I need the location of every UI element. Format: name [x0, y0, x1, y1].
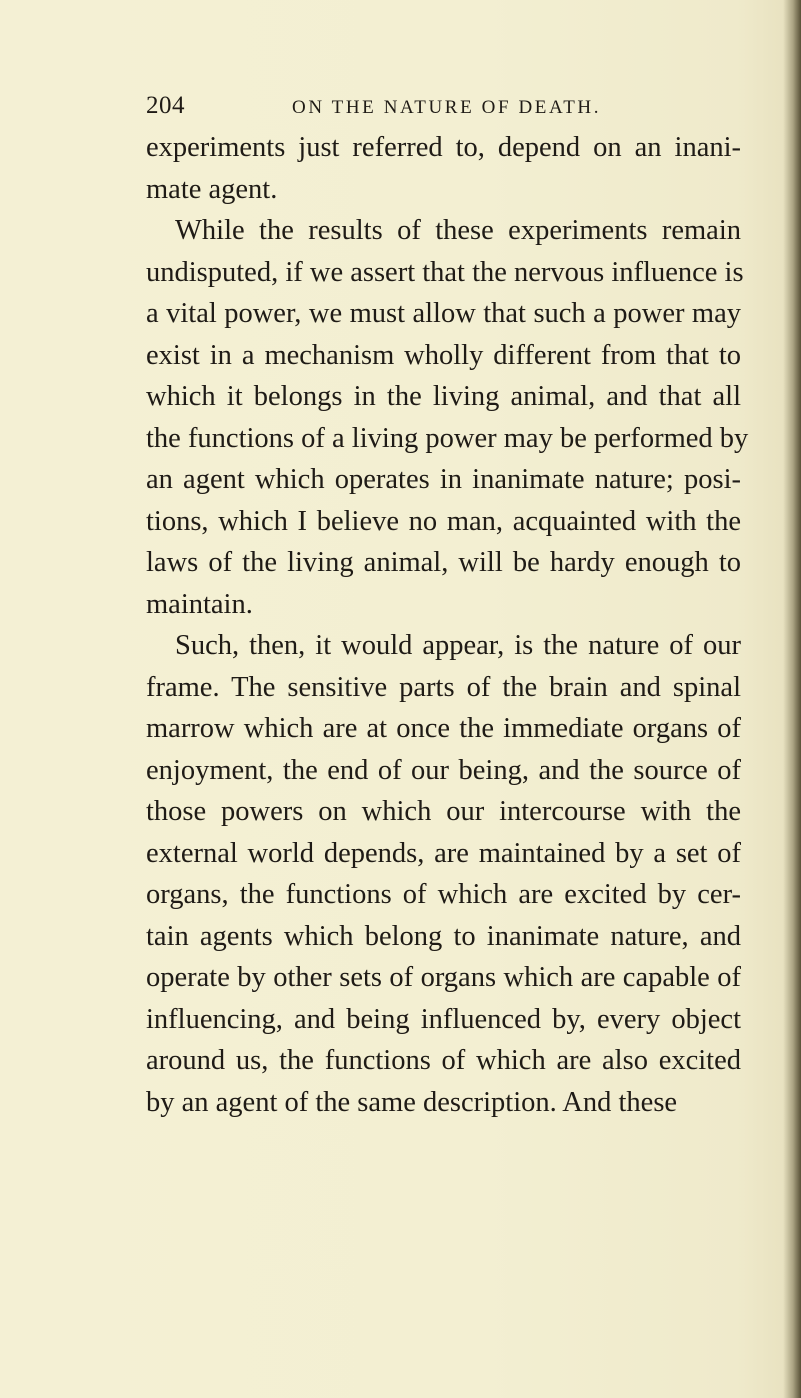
- text-line: external world depends, are maintained by a set of: [146, 837, 741, 869]
- text-line: Such, then, it would appear, is the nature of our: [175, 630, 741, 661]
- text-line: which it belongs in the living animal, and that all: [146, 381, 741, 412]
- text-line: by an agent of the same description. And these: [146, 1086, 678, 1118]
- text-line: a vital power, we must allow that such a power may: [146, 298, 741, 329]
- text-line: experiments just referred to, depend on an inani-: [146, 132, 741, 163]
- text-line: maintain.: [146, 588, 253, 620]
- text-line: tions, which I believe no man, acquainted with the: [146, 505, 741, 537]
- text-line: around us, the functions of which are also excited: [146, 1045, 741, 1076]
- text-line: marrow which are at once the immediate organs of: [146, 713, 741, 744]
- text-line: frame. The sensitive parts of the brain and spinal: [146, 671, 741, 703]
- page-header: [146, 88, 666, 128]
- page-number: 204: [146, 92, 185, 119]
- text-line: influencing, and being influenced by, every object: [146, 1003, 741, 1035]
- page-edge-shadow: [783, 0, 801, 1398]
- text-line: mate agent.: [146, 173, 278, 205]
- text-line: exist in a mechanism wholly different from that to: [146, 339, 741, 371]
- text-line: an agent which operates in inanimate nature; posi-: [146, 464, 741, 495]
- text-line: operate by other sets of organs which are capable of: [146, 962, 741, 993]
- text-line: laws of the living animal, will be hardy enough to: [146, 547, 741, 578]
- body-text: [146, 127, 749, 1123]
- text-line: enjoyment, the end of our being, and the source of: [146, 754, 741, 786]
- text-line: While the results of these experiments remain: [175, 215, 741, 246]
- text-line: the functions of a living power may be performed by: [146, 422, 749, 454]
- text-line: undisputed, if we assert that the nervous influence is: [146, 256, 744, 288]
- text-line: organs, the functions of which are excited by cer-: [146, 879, 741, 910]
- text-line: those powers on which our intercourse with the: [146, 796, 741, 827]
- running-title: ON THE NATURE OF DEATH.: [292, 97, 602, 118]
- text-line: tain agents which belong to inanimate nature, and: [146, 920, 741, 952]
